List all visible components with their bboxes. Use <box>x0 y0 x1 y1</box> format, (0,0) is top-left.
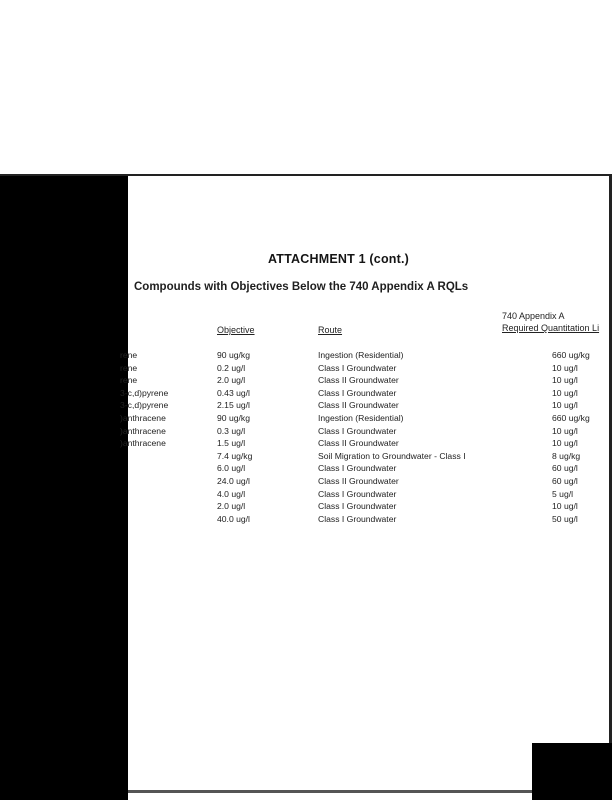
route-column-header: Route <box>318 325 343 335</box>
objective-cell: 90 ug/kg <box>217 350 250 360</box>
route-cell: Class II Groundwater <box>318 400 399 411</box>
objective-cell: 6.0 ug/l <box>217 463 246 474</box>
rql-cell: 10 ug/l <box>552 438 578 449</box>
objective-cell: 2.0 ug/l <box>217 501 246 512</box>
scan-dark-corner-bottom-right <box>532 743 612 800</box>
document-title: ATTACHMENT 1 (cont.) <box>268 252 410 266</box>
route-cell: Class I Groundwater <box>318 488 397 499</box>
rql-cell: 660 ug/kg <box>552 413 590 423</box>
rql-cell: 660 ug/kg <box>552 350 590 360</box>
rql-cell: 60 ug/l <box>552 476 578 486</box>
route-cell: Class I Groundwater <box>318 362 397 373</box>
rql-cell: 8 ug/kg <box>552 450 581 461</box>
rql-cell: 10 ug/l <box>552 400 578 411</box>
route-cell: Class I Groundwater <box>318 501 397 512</box>
rql-cell: 10 ug/l <box>552 425 578 436</box>
rql-cell: 50 ug/l <box>552 513 578 524</box>
objective-cell: 2.0 ug/l <box>217 375 246 386</box>
rql-cell: 10 ug/l <box>552 387 578 398</box>
document-subtitle: Compounds with Objectives Below the 740 Appendix A RQLs <box>134 281 469 293</box>
objective-cell: 7.4 ug/kg <box>217 450 253 461</box>
rql-column-header: Required Quantitation Li <box>502 323 600 333</box>
objective-cell: 0.2 ug/l <box>217 362 246 373</box>
objective-cell: 4.0 ug/l <box>217 488 246 499</box>
rql-header-line1: 740 Appendix A <box>502 311 565 321</box>
objective-cell: 0.43 ug/l <box>217 387 250 398</box>
route-cell: Class I Groundwater <box>318 425 397 436</box>
route-cell: Ingestion (Residential) <box>318 413 404 423</box>
rql-cell: 10 ug/l <box>552 375 578 386</box>
objective-cell: 0.3 ug/l <box>217 425 246 436</box>
objective-cell: 90 ug/kg <box>217 413 250 423</box>
compound-cell: rene <box>120 375 138 386</box>
route-cell: Class I Groundwater <box>318 463 397 474</box>
objective-cell: 2.15 ug/l <box>217 400 250 411</box>
rql-cell: 5 ug/l <box>552 488 574 499</box>
compound-cell: 3-c,d)pyrene <box>120 400 169 411</box>
compound-cell: 3-c,d)pyrene <box>120 387 169 398</box>
route-cell: Class I Groundwater <box>318 513 397 524</box>
scan-edge-bottom <box>128 790 532 793</box>
objective-column-header: Objective <box>217 325 255 335</box>
objective-cell: 40.0 ug/l <box>217 513 250 524</box>
rql-cell: 10 ug/l <box>552 501 578 512</box>
objective-cell: 24.0 ug/l <box>217 476 250 486</box>
route-cell: Class I Groundwater <box>318 387 397 398</box>
compound-cell: )anthracene <box>120 413 166 423</box>
rql-cell: 10 ug/l <box>552 362 578 373</box>
route-cell: Class II Groundwater <box>318 476 399 486</box>
route-cell: Ingestion (Residential) <box>318 350 404 360</box>
route-cell: Soil Migration to Groundwater - Class I <box>318 450 466 461</box>
compounds-table <box>120 300 609 540</box>
compound-cell: rene <box>120 350 138 360</box>
compound-cell: )anthracene <box>120 425 166 436</box>
rql-cell: 60 ug/l <box>552 463 578 474</box>
route-cell: Class II Groundwater <box>318 375 399 386</box>
route-cell: Class II Groundwater <box>318 438 399 449</box>
objective-cell: 1.5 ug/l <box>217 438 246 449</box>
scan-dark-margin-left <box>0 176 128 800</box>
compound-cell: rene <box>120 362 138 373</box>
compound-cell: )anthracene <box>120 438 166 449</box>
